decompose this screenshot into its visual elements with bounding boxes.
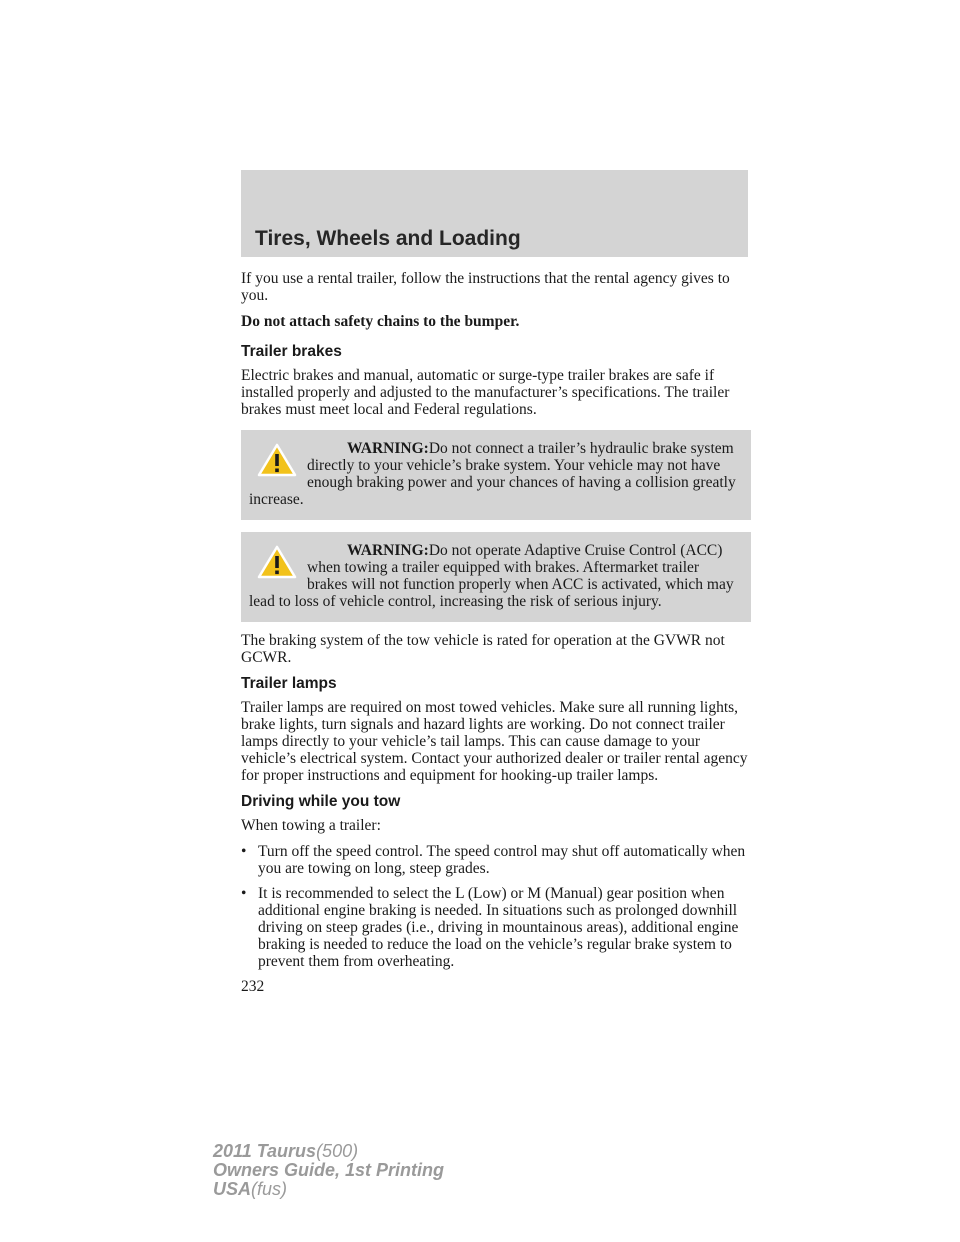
warning-box-acc bbox=[241, 532, 751, 622]
driving-while-tow-heading: Driving while you tow bbox=[241, 793, 401, 810]
rental-trailer-paragraph: If you use a rental trailer, follow the instructions that the rental agency gives to you. bbox=[241, 270, 730, 304]
section-header-band bbox=[241, 170, 748, 257]
safety-chains-notice: Do not attach safety chains to the bumper. bbox=[241, 313, 520, 330]
warning-box-hydraulic bbox=[241, 430, 751, 520]
footer-guide-line bbox=[213, 1161, 444, 1180]
footer-market-code: (fus) bbox=[251, 1179, 288, 1199]
warning-text bbox=[249, 542, 743, 610]
trailer-lamps-heading: Trailer lamps bbox=[241, 675, 337, 692]
warning-message: Do not operate Adaptive Cruise Control (ACC) when towing a trailer equipped with brakes. Aftermarket trailer brakes will not function properly when ACC is activated, which may lead to loss of vehicle control, increasing the risk of serious injury. bbox=[249, 542, 734, 610]
page-number: 232 bbox=[241, 978, 265, 995]
list-item: • Turn off the speed control. The speed control may shut off automatically when you are towing on long, steep grades. bbox=[241, 843, 746, 877]
list-item: • It is recommended to select the L (Low) or M (Manual) gear position when additional engine braking is needed. In situations such as prolonged downhill driving on steep grades (i.e., driving in mountainous areas), additional engine braking is needed to reduce the load on the vehicle’s regular brake system to prevent them from overheating. bbox=[241, 885, 739, 970]
bullet-glyph: • bbox=[241, 843, 247, 860]
towing-intro: When towing a trailer: bbox=[241, 817, 381, 834]
warning-triangle-icon bbox=[257, 545, 297, 579]
page-content bbox=[241, 270, 751, 995]
footer-market-line bbox=[213, 1180, 444, 1199]
warning-label: WARNING: bbox=[347, 542, 429, 559]
warning-label: WARNING: bbox=[347, 440, 429, 457]
trailer-lamps-paragraph: Trailer lamps are required on most towed vehicles. Make sure all running lights, brake lights, turn signals and hazard lights are working. Do not connect trailer lamps directly to your vehicle’s tail lamps. This can cause damage to your vehicle’s electrical system. Contact your authorized dealer or trailer rental agency for proper instructions and equipment for hooking-up trailer lamps. bbox=[241, 699, 748, 784]
trailer-brakes-paragraph: Electric brakes and manual, automatic or surge-type trailer brakes are safe if installed properly and adjusted to the manufacturer’s specifications. The trailer brakes must meet local and Federal regulations. bbox=[241, 367, 730, 418]
document-footer bbox=[213, 1142, 444, 1199]
footer-model-code: (500) bbox=[316, 1141, 359, 1161]
braking-rating-paragraph: The braking system of the tow vehicle is rated for operation at the GVWR not GCWR. bbox=[241, 632, 725, 666]
section-title: Tires, Wheels and Loading bbox=[255, 227, 521, 250]
bullet-glyph: • bbox=[241, 885, 247, 902]
trailer-brakes-heading: Trailer brakes bbox=[241, 343, 342, 360]
warning-triangle-icon bbox=[257, 443, 297, 477]
footer-model: 2011 Taurus bbox=[213, 1141, 317, 1161]
warning-message: Do not connect a trailer’s hydraulic brake system directly to your vehicle’s brake system. Your vehicle may not have enough braking power and your chances of having a collision greatly increase. bbox=[249, 440, 736, 508]
footer-model-line bbox=[213, 1142, 444, 1161]
footer-market: USA bbox=[213, 1179, 252, 1199]
warning-text bbox=[249, 440, 743, 508]
towing-tips-list bbox=[241, 843, 751, 970]
footer-guide: Owners Guide, 1st Printing bbox=[213, 1160, 445, 1180]
